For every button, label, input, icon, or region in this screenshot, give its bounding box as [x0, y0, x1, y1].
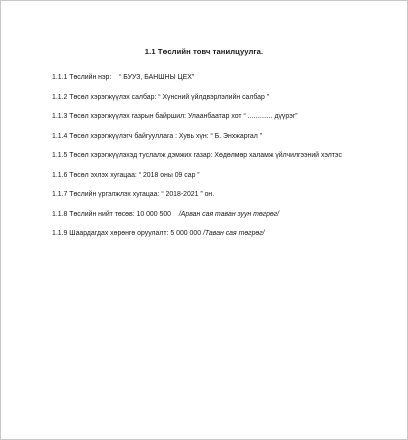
item-number: 1.1.2 — [52, 93, 68, 101]
item-label: Төсөл хэрэгжүүлэх газрын байршил: — [69, 113, 187, 120]
item-number: 1.1.3 — [52, 113, 68, 120]
item-label: Шаардагдах хөрөнгө оруулалт: — [69, 230, 169, 237]
item-number: 1.1.7 — [52, 191, 68, 198]
item-label: Төсөл хэрэгжүүлэхэд туслалж дэмжих газар: — [69, 152, 213, 159]
list-item-duration — [52, 191, 372, 199]
item-label: Төслийн нийт төсөв: — [69, 210, 135, 218]
item-label: Төслийн үргэлжлэх хугацаа: — [69, 191, 160, 198]
item-number: 1.1.9 — [52, 230, 68, 237]
item-value: “ Хүнсний үйлдвэрлэлийн салбар ” — [158, 93, 270, 101]
item-note: /Таван сая төгрөг/ — [202, 230, 265, 237]
item-number: 1.1.5 — [52, 152, 68, 159]
list-item-investment — [52, 230, 372, 238]
list-item-location — [52, 113, 372, 121]
item-value: Хөдөлмөр халамж үйлчилгээний хэлтэс — [214, 152, 342, 159]
item-label: Төсөл эхлэх хугацаа: — [69, 171, 137, 179]
item-number: 1.1.1 — [52, 74, 68, 81]
list-item-sector — [52, 94, 372, 102]
list-item-project-name — [52, 74, 372, 82]
item-value: “ 2018 оны 09 сар ” — [138, 171, 200, 179]
item-note: /Арван сая таван зуун төгрөг/ — [178, 210, 280, 218]
item-value: “ 2018-2021 ” он. — [161, 191, 215, 198]
list-item-total-budget — [52, 211, 372, 219]
item-label: Төсөл хэрэгжүүлэх салбар: — [69, 93, 157, 101]
item-value: “ БУУЗ, БАНШНЫ ЦЕХ” — [119, 74, 195, 81]
section-title: 1.1 Төслийн товч танилцуулга. — [144, 47, 264, 56]
item-label: Төслийн нэр: — [69, 74, 112, 81]
list-item-start-date — [52, 172, 372, 180]
list-item-support-org — [52, 152, 372, 160]
item-value: 5 000 000 — [170, 230, 202, 237]
item-number: 1.1.6 — [52, 171, 68, 179]
item-value: Улаанбаатар хот “ ............. дүүрэг” — [187, 113, 298, 120]
item-value: Хувь хүн: “ Б. Энхжаргал ” — [178, 132, 262, 140]
item-label: Төсөл хэрэгжүүлэгч байгууллага : — [69, 132, 177, 140]
list-item-implementer — [52, 133, 372, 141]
project-summary-list — [52, 74, 372, 250]
item-number: 1.1.4 — [52, 132, 68, 140]
item-value: 10 000 500 — [136, 210, 172, 218]
item-number: 1.1.8 — [52, 210, 68, 218]
